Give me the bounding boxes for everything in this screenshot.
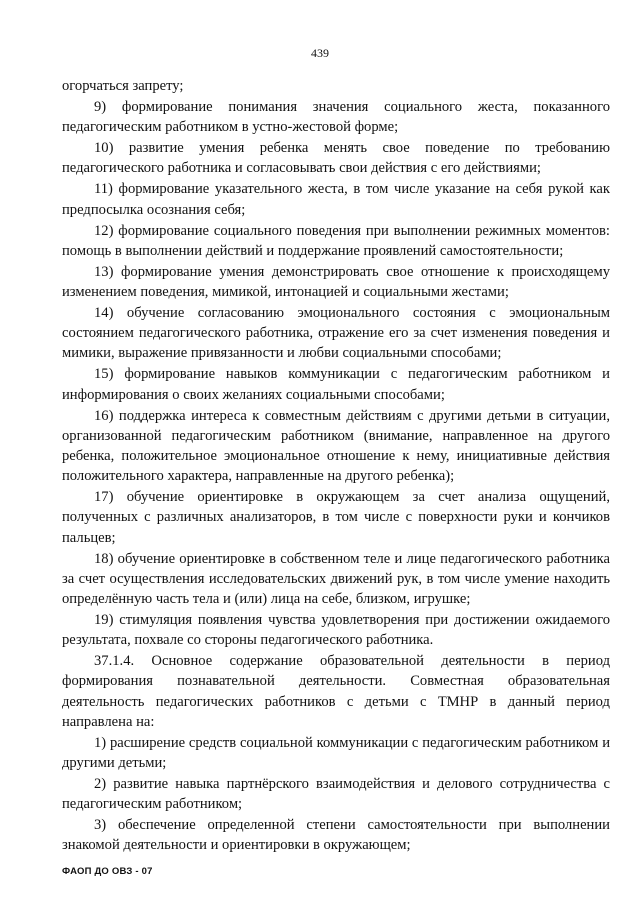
paragraph: 18) обучение ориентировке в собственном теле и лице педагогического работника за счет осуществления исследовательских движений рук, в том числе умение находить определённую часть тела и (или) лица на себе, близком, игрушке; <box>62 550 610 608</box>
paragraph: 11) формирование указательного жеста, в том числе указание на себя рукой как предпосылка осознания себя; <box>62 181 610 218</box>
paragraph: 14) обучение согласованию эмоционального состояния с эмоциональным состоянием педагогического работника, отражение его за счет изменения поведения и мимики, выражение привязанности и любви социальными способами; <box>62 305 610 362</box>
page-number: 439 <box>311 46 329 60</box>
paragraph: огорчаться запрету; <box>62 78 184 94</box>
document-body <box>62 76 610 856</box>
section-paragraph: 37.1.4. Основное содержание образовательной деятельности в период формирования познавательной деятельности. Совместная образовательная деятельность педагогических работников с детьми с ТМНР в данный период направлена на: <box>62 653 610 730</box>
paragraph: 10) развитие умения ребенка менять свое поведение по требованию педагогического работника и согласовывать свои действия с его действиями; <box>62 140 610 177</box>
paragraph: 16) поддержка интереса к совместным действиям с другими детьми в ситуации, организованной педагогическим работником (внимание, направленное на другого ребенка, положительное эмоциональное отношение к нему, инициативные действия положительного характера, направленные на другого ребенка); <box>62 407 610 485</box>
document-footer: ФАОП ДО ОВЗ - 07 <box>62 866 153 877</box>
paragraph: 13) формирование умения демонстрировать свое отношение к происходящему изменением поведения, мимикой, интонацией и социальными жестами; <box>62 263 610 301</box>
paragraph: 9) формирование понимания значения социального жеста, показанного педагогическим работником в устно-жестовой форме; <box>62 99 610 136</box>
paragraph: 3) обеспечение определенной степени самостоятельности при выполнении знакомой деятельности и ориентировки в окружающем; <box>62 817 610 854</box>
paragraph: 1) расширение средств социальной коммуникации с педагогическим работником и другими детьми; <box>62 734 610 772</box>
paragraph: 12) формирование социального поведения при выполнении режимных моментов: помощь в выполнении действий и поддержание проявлений самостоятельности; <box>62 222 610 259</box>
paragraph: 2) развитие навыка партнёрского взаимодействия и делового сотрудничества с педагогическим работником; <box>62 776 610 813</box>
paragraph: 19) стимуляция появления чувства удовлетворения при достижении ожидаемого результата, похвале со стороны педагогического работника. <box>62 612 610 649</box>
paragraph: 17) обучение ориентировке в окружающем за счет анализа ощущений, полученных с различных анализаторов, в том числе с поверхности руки и кончиков пальцев; <box>62 489 610 546</box>
paragraph: 15) формирование навыков коммуникации с педагогическим работником и информирования о своих желаниях социальными способами; <box>62 366 610 403</box>
